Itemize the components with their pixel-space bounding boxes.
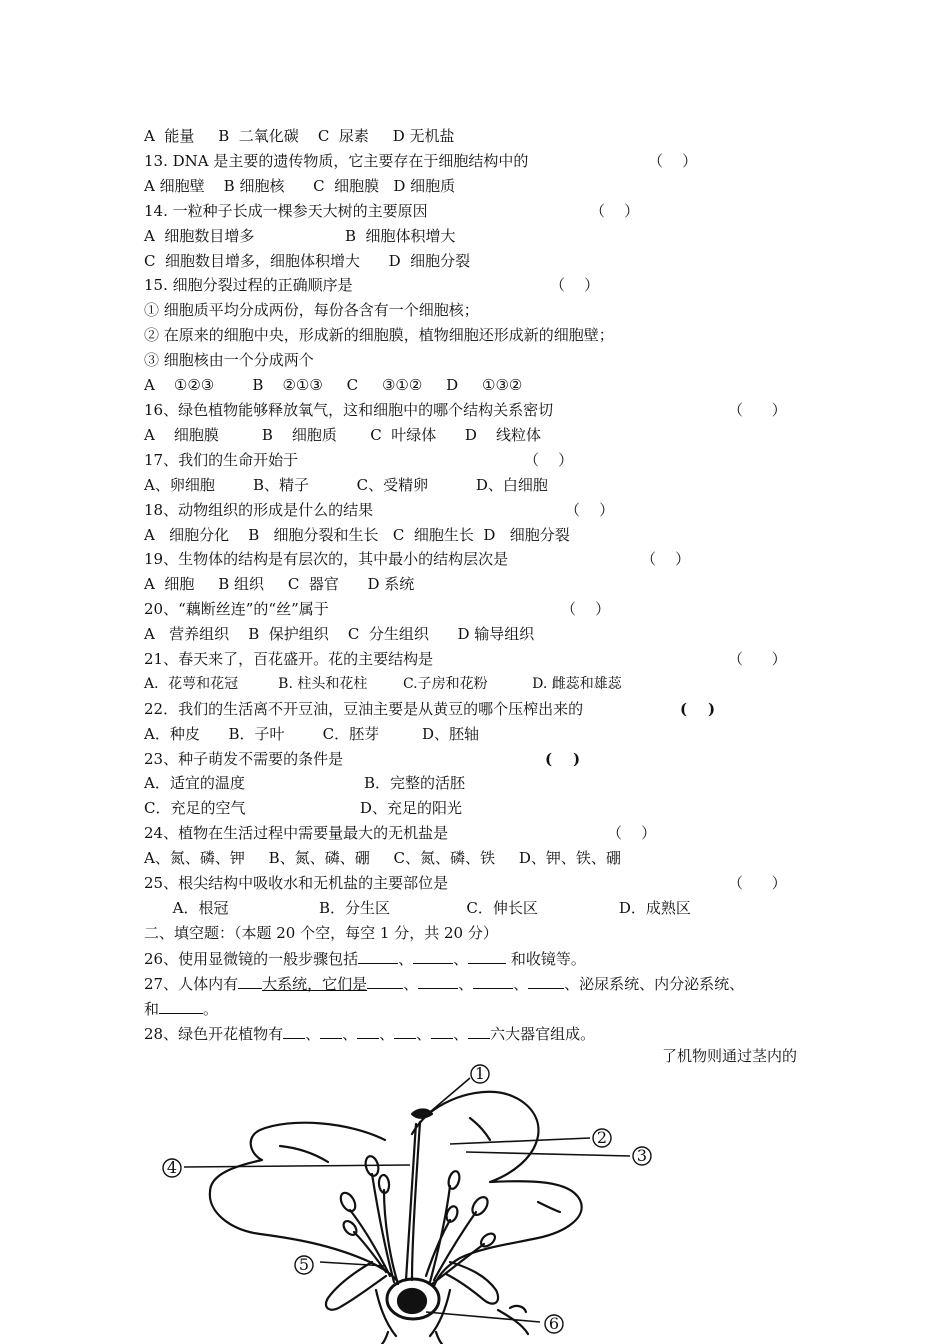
q17-stem: 17、我们的生命开始于 [144, 451, 299, 469]
q26-text-a: 26、使用显微镜的一般步骤包括 [144, 950, 359, 968]
q28-line [144, 1023, 595, 1044]
q27-blank-3[interactable] [473, 973, 513, 989]
q26-sep-1: 、 [398, 950, 414, 968]
q26-line [144, 948, 586, 969]
q28-sep-2: 、 [342, 1025, 358, 1043]
q23-stem: 23、种子萌发不需要的条件是 [144, 750, 344, 768]
q24-answer-paren: （ ） [607, 824, 657, 842]
q23-answer-paren: ( ) [545, 750, 581, 768]
q20-answer-paren: （ ） [561, 600, 611, 618]
diagram-label-4: 4 [166, 1158, 178, 1177]
q25-answer-paren: （ ） [728, 874, 787, 892]
q28-sep-4: 、 [416, 1025, 432, 1043]
style [412, 1122, 420, 1280]
q27-blank-count[interactable] [238, 973, 262, 989]
q15-options: A ①②③ B ②①③ C ③①② D ①③② [144, 376, 523, 394]
q26-sep-2: 、 [453, 950, 469, 968]
q21-options: A．花萼和花冠 B. 柱头和花柱 C.子房和花粉 D. 雌蕊和雄蕊 [144, 676, 622, 692]
q14-options-1: A 细胞数目增多 B 细胞体积增大 [144, 227, 456, 245]
diagram-label-3: 3 [636, 1146, 648, 1165]
q27-text-d: 和 [144, 1000, 160, 1018]
q27-text-b: 大系统，它们是 [262, 975, 368, 993]
q28-sep-5: 、 [453, 1025, 469, 1043]
q26-text-b: 和收镜等。 [506, 950, 586, 968]
diagram-label-6: 6 [548, 1314, 560, 1333]
q25-stem: 25、根尖结构中吸收水和无机盐的主要部位是 [144, 874, 449, 892]
q18-options: A 细胞分化 B 细胞分裂和生长 C 细胞生长 D 细胞分裂 [144, 526, 570, 544]
q14-stem: 14. 一粒种子长成一棵参天大树的主要原因 [144, 202, 428, 220]
section-heading: 二、填空题：（本题 20 个空，每空 1 分，共 20 分） [144, 924, 498, 942]
ovule [398, 1289, 426, 1313]
q28-blank-1[interactable] [283, 1023, 305, 1039]
q13-options: A 细胞壁 B 细胞核 C 细胞膜 D 细胞质 [144, 177, 456, 195]
q28-text-a: 28、绿色开花植物有 [144, 1025, 284, 1043]
q15-stem: 15. 细胞分裂过程的正确顺序是 [144, 276, 353, 294]
q19-options: A 细胞 B 组织 C 器官 D 系统 [144, 575, 415, 593]
q17-answer-paren: （ ） [524, 451, 574, 469]
q14-answer-paren: （ ） [590, 202, 640, 220]
q18-stem: 18、动物组织的形成是什么的结果 [144, 501, 374, 519]
q22-answer-paren: ( ) [680, 700, 716, 718]
diagram-label-2: 2 [596, 1128, 608, 1147]
q26-blank-2[interactable] [413, 948, 453, 964]
q27-text-c: 、泌尿系统、内分泌系统、 [564, 975, 745, 993]
q28-blank-5[interactable] [431, 1023, 453, 1039]
left-sepal [326, 1262, 386, 1310]
q27-blank-2[interactable] [418, 973, 458, 989]
q24-stem: 24、植物在生活过程中需要量最大的无机盐是 [144, 824, 449, 842]
q28-blank-3[interactable] [357, 1023, 379, 1039]
q18-answer-paren: （ ） [565, 501, 615, 519]
q13-answer-paren: （ ） [648, 152, 698, 170]
q20-options: A 营养组织 B 保护组织 C 分生组织 D 输导组织 [144, 625, 535, 643]
q23-options-2: C．充足的空气 D、充足的阳光 [144, 799, 462, 817]
q19-answer-paren: （ ） [641, 550, 691, 568]
q28-sep-1: 、 [305, 1025, 321, 1043]
q28-text-b: 六大器官组成。 [490, 1025, 596, 1043]
q27-text-e: 。 [203, 1000, 219, 1018]
q15-step-2: ② 在原来的细胞中央，形成新的细胞膜，植物细胞还形成新的细胞壁； [144, 326, 614, 344]
q26-blank-1[interactable] [358, 948, 398, 964]
diagram-label-5: 5 [298, 1255, 310, 1274]
q22-options: A．种皮 B．子叶 C．胚芽 D、胚轴 [144, 725, 480, 743]
q28-sep-3: 、 [379, 1025, 395, 1043]
q27-blank-4[interactable] [528, 973, 564, 989]
q28-blank-6[interactable] [468, 1023, 490, 1039]
q27-line-2 [144, 998, 218, 1019]
q27-text-a: 27、人体内有 [144, 975, 239, 993]
q15-answer-paren: （ ） [550, 276, 600, 294]
q16-options: A 细胞膜 B 细胞质 C 叶绿体 D 线粒体 [144, 426, 542, 444]
q27-sep-1: 、 [403, 975, 419, 993]
q28-blank-2[interactable] [320, 1023, 342, 1039]
q27-sep-3: 、 [513, 975, 529, 993]
q28-blank-4[interactable] [394, 1023, 416, 1039]
q16-answer-paren: （ ） [728, 401, 787, 419]
q13-stem: 13. DNA 是主要的遗传物质，它主要存在于细胞结构中的 [144, 152, 529, 170]
stigma [412, 1110, 432, 1118]
q20-stem: 20、“藕断丝连”的“丝”属于 [144, 600, 329, 618]
q16-stem: 16、绿色植物能够释放氧气，这和细胞中的哪个结构关系密切 [144, 401, 554, 419]
q27-blank-5[interactable] [159, 998, 203, 1014]
q19-stem: 19、生物体的结构是有层次的，其中最小的结构层次是 [144, 550, 509, 568]
q21-stem: 21、春天来了，百花盛开。花的主要结构是 [144, 650, 434, 668]
q27-line [144, 973, 744, 994]
q24-options: A、氮、磷、钾 B、氮、磷、硼 C、氮、磷、铁 D、钾、铁、硼 [144, 849, 621, 867]
q26-blank-3[interactable] [468, 948, 506, 964]
clipped-text: 了机物则通过茎内的 [662, 1047, 798, 1064]
diagram-label-1: 1 [474, 1064, 486, 1083]
q15-step-1: ① 细胞质平均分成两份，每份各含有一个细胞核； [144, 301, 479, 319]
q15-step-3: ③ 细胞核由一个分成两个 [144, 351, 314, 369]
q27-sep-2: 、 [458, 975, 474, 993]
q14-options-2: C 细胞数目增多，细胞体积增大 D 细胞分裂 [144, 252, 471, 270]
q25-options: A．根冠 B．分生区 C．伸长区 D．成熟区 [144, 899, 691, 917]
q23-options-1: A．适宜的温度 B．完整的活胚 [144, 774, 466, 792]
q27-blank-1[interactable] [367, 973, 403, 989]
q12-options: A 能量 B 二氧化碳 C 尿素 D 无机盐 [144, 127, 455, 145]
flower-diagram [150, 1062, 670, 1344]
q17-options: A、卵细胞 B、精子 C、受精卵 D、白细胞 [144, 476, 548, 494]
q21-answer-paren: （ ） [728, 650, 787, 668]
q22-stem: 22．我们的生活离不开豆油，豆油主要是从黄豆的哪个压榨出来的 [144, 700, 584, 718]
